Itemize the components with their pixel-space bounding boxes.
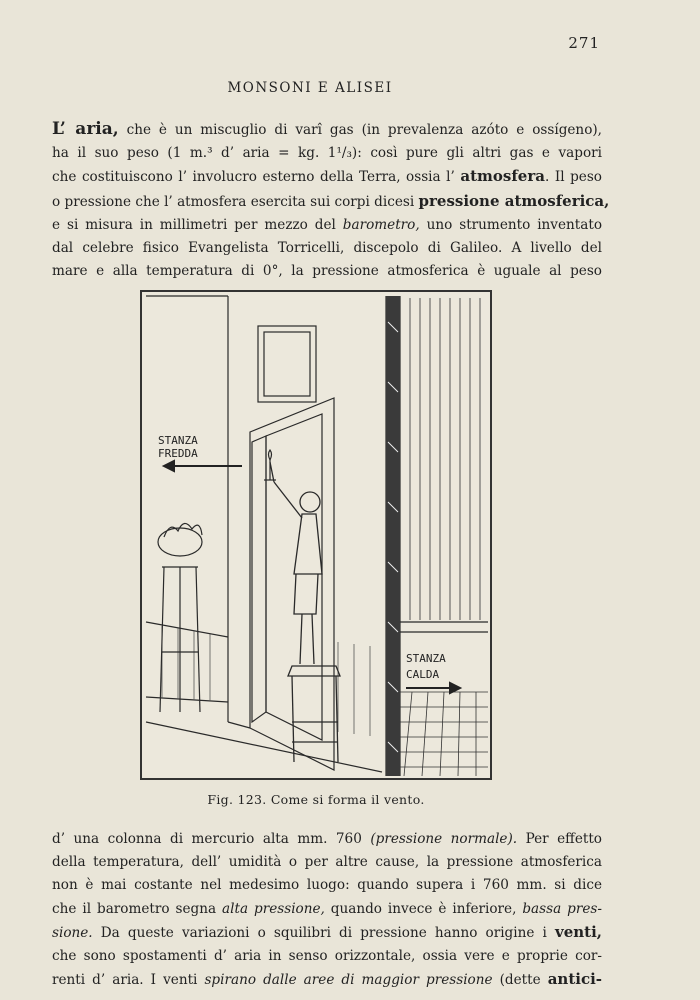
room-illustration — [142, 292, 490, 778]
italic-term: bassa pres- — [522, 900, 602, 917]
text-line — [52, 214, 602, 237]
bold-term: antici- — [547, 970, 602, 989]
italic-term: (pressione normale). — [370, 831, 518, 847]
text-line: che sono spostamenti d’ aria in senso orizzontale, ossia vere e proprie cor- — [52, 948, 602, 965]
running-title: MONSONI E ALISEI — [227, 80, 393, 96]
text-span: Da queste variazioni o squilibri di pressione hanno origine i — [92, 924, 555, 941]
paragraph-1 — [52, 118, 610, 283]
bold-term: pressione atmosferica, — [418, 191, 610, 210]
text-span: che costituiscono l’ involucro esterno della Terra, ossia l’ — [52, 169, 461, 186]
text-span: (dette — [492, 972, 548, 989]
italic-term: spirano dalle aree di maggior pressione — [204, 972, 493, 989]
text-span: o pressione che l’ atmosfera esercita sui corpi dicesi — [52, 193, 419, 210]
text-span: che il barometro segna — [52, 900, 223, 917]
page-number: 271 — [568, 34, 600, 52]
lead-term: L’ aria, — [52, 119, 119, 139]
text-line: ha il suo peso (1 m.³ d’ aria = kg. 1¹/₃): così pure gli altri gas e vapori — [52, 145, 602, 162]
text-span: renti d’ aria. I venti — [52, 972, 205, 989]
text-line — [52, 165, 602, 189]
text-span: . Il peso — [544, 169, 602, 186]
paragraph-2 — [52, 828, 602, 992]
text-span: d’ una colonna di mercurio alta mm. 760 — [52, 831, 371, 847]
text-span: che è un miscuglio di varî gas (in prevalenza azóto e ossígeno), — [118, 122, 602, 138]
text-line: dal celebre fisico Evangelista Torricelli, discepolo di Galileo. A livello del — [52, 240, 602, 257]
text-line — [52, 828, 602, 851]
label-cold-room-line2: FREDDA — [158, 447, 198, 460]
text-line — [52, 921, 602, 945]
text-span: e si misura in millimetri per mezzo del — [52, 216, 343, 233]
text-span: uno strumento inventato — [419, 216, 602, 233]
text-line — [52, 898, 602, 921]
text-line: non è mai costante nel medesimo luogo: quando supera i 760 mm. si dice — [52, 877, 602, 894]
text-line — [52, 968, 602, 992]
figure-illustration — [140, 290, 492, 780]
text-span: quando invece è inferiore, — [324, 900, 523, 917]
italic-term: alta pressione, — [222, 900, 325, 917]
text-span: Per effetto — [517, 831, 602, 847]
bold-term: atmosfera — [460, 167, 545, 186]
text-line: mare e alla temperatura di 0°, la pressione atmosferica è uguale al peso — [52, 263, 602, 280]
figure-caption: Fig. 123. Come si forma il vento. — [207, 792, 425, 807]
text-line: della temperatura, dell’ umidità o per altre cause, la pressione atmosferica — [52, 854, 602, 871]
text-line — [52, 118, 602, 142]
label-warm-room-line2: CALDA — [406, 668, 440, 681]
italic-term: barometro, — [342, 216, 420, 233]
label-cold-room-line1: STANZA — [158, 434, 198, 447]
label-warm-room-line1: STANZA — [406, 652, 446, 665]
bold-term: venti, — [554, 922, 602, 941]
text-line — [52, 190, 610, 214]
italic-term: sione. — [52, 924, 93, 941]
